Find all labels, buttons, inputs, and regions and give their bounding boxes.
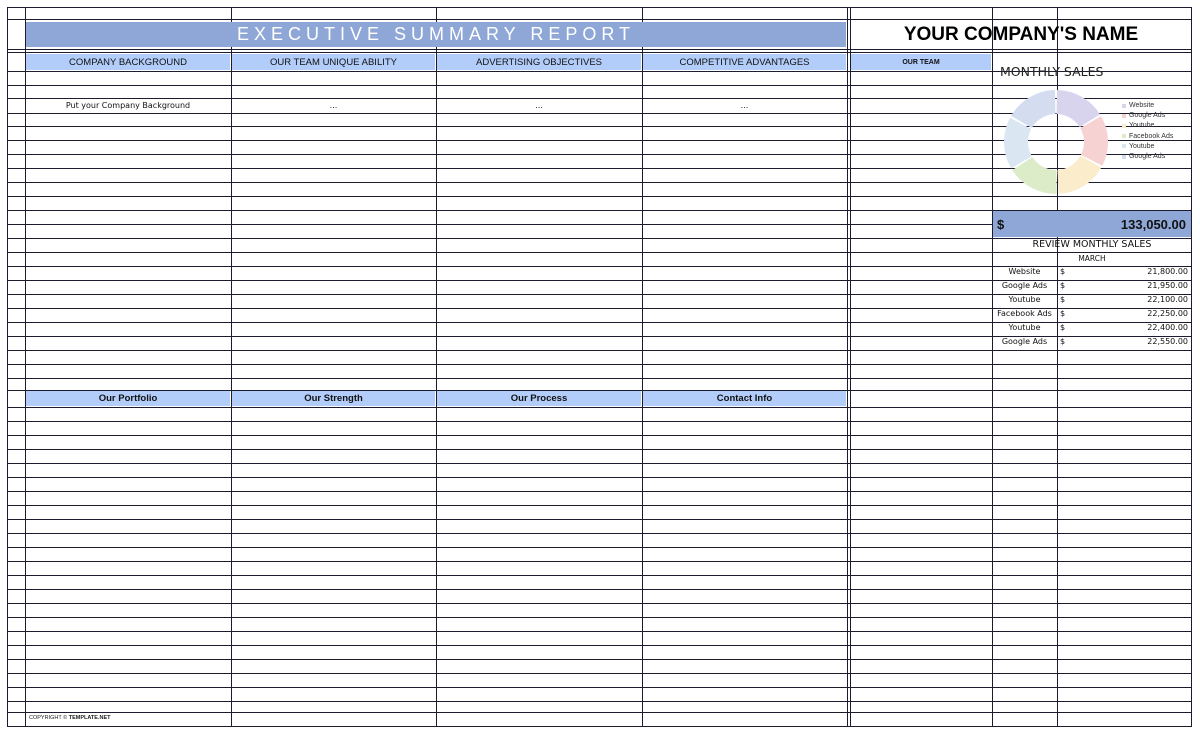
- legend-label: Google Ads: [1129, 112, 1166, 120]
- grid-row-line: [7, 19, 1191, 20]
- sales-row-label: Youtube: [1008, 295, 1041, 304]
- legend-swatch: [1122, 155, 1126, 159]
- company-name[interactable]: YOUR COMPANY'S NAME: [903, 23, 1139, 45]
- legend-swatch: [1122, 134, 1126, 138]
- sales-row-currency: $: [1060, 281, 1066, 290]
- grid-row-line: [7, 421, 1191, 422]
- total-currency-symbol: $: [997, 216, 1005, 232]
- total-sales-band: [993, 211, 1191, 237]
- grid-row-line: [7, 49, 1191, 50]
- header-competitive-advantages: COMPETITIVE ADVANTAGES: [643, 54, 846, 70]
- sales-row-label: Google Ads: [1001, 281, 1048, 290]
- sales-row-value[interactable]: 21,950.00: [1147, 281, 1188, 290]
- team-ability-text[interactable]: ...: [329, 101, 338, 110]
- advertising-objectives-text[interactable]: ...: [535, 101, 543, 110]
- grid-row-line: [7, 7, 1191, 8]
- grid-row-line: [7, 575, 1191, 576]
- legend-label: Youtube: [1129, 142, 1155, 150]
- sales-row-value[interactable]: 22,400.00: [1147, 323, 1188, 332]
- legend-label: Facebook Ads: [1129, 132, 1174, 140]
- header-contact-info: Contact Info: [643, 391, 846, 406]
- legend-item: [1122, 122, 1154, 129]
- grid-column-line: [992, 7, 993, 727]
- review-monthly-sales-title: REVIEW MONTHLY SALES: [1032, 239, 1152, 250]
- header-company-background: COMPANY BACKGROUND: [26, 54, 230, 70]
- header-team-unique-ability: OUR TEAM UNIQUE ABILITY: [232, 54, 435, 70]
- legend-label: Youtube: [1129, 122, 1155, 130]
- legend-item: [1122, 102, 1154, 109]
- sales-row-label: Website: [1008, 267, 1041, 276]
- competitive-advantages-text[interactable]: ...: [740, 101, 749, 110]
- legend-label: Website: [1129, 102, 1155, 109]
- month-label: MARCH: [1078, 254, 1106, 263]
- legend-swatch: [1122, 114, 1126, 118]
- sales-row-value[interactable]: 21,800.00: [1147, 267, 1188, 276]
- grid-row-line: [7, 463, 1191, 464]
- grid-row-line: [7, 561, 1191, 562]
- grid-column-line: [847, 7, 848, 727]
- grid-column-line: [436, 7, 437, 727]
- grid-row-line: [7, 673, 1191, 674]
- grid-row-line: [7, 701, 1191, 702]
- grid-row-line: [7, 687, 1191, 688]
- grid-row-line: [7, 491, 1191, 492]
- sales-row-currency: $: [1060, 309, 1066, 318]
- legend-item: [1122, 133, 1173, 140]
- copyright-footer: COPYRIGHT © TEMPLATE.NET: [29, 715, 111, 721]
- grid-column-line: [7, 7, 8, 727]
- grid-row-line: [7, 378, 1191, 379]
- header-our-portfolio: Our Portfolio: [26, 391, 230, 406]
- grid-column-line: [231, 7, 232, 727]
- grid-row-line: [7, 645, 1191, 646]
- grid-row-line: [7, 533, 1191, 534]
- grid-row-line: [7, 617, 1191, 618]
- sales-row-label: Facebook Ads: [997, 309, 1052, 318]
- sales-row-label: Youtube: [1008, 323, 1041, 332]
- sales-row-currency: $: [1060, 267, 1066, 276]
- grid-row-line: [7, 726, 1191, 727]
- grid-row-line: [7, 252, 1191, 253]
- grid-row-line: [7, 547, 1191, 548]
- grid-row-line: [7, 603, 1191, 604]
- monthly-sales-donut-chart: [1000, 86, 1112, 198]
- header-advertising-objectives: ADVERTISING OBJECTIVES: [437, 54, 641, 70]
- legend-label: Google Ads: [1129, 153, 1166, 160]
- grid-column-line: [1191, 7, 1192, 727]
- legend-item: [1122, 112, 1165, 119]
- grid-row-line: [7, 659, 1191, 660]
- sales-row-currency: $: [1060, 295, 1066, 304]
- header-our-strength: Our Strength: [232, 391, 435, 406]
- sales-row-value[interactable]: 22,100.00: [1147, 295, 1188, 304]
- company-background-text[interactable]: Put your Company Background: [65, 101, 191, 110]
- legend-swatch: [1122, 124, 1126, 128]
- sales-row-currency: $: [1060, 337, 1066, 346]
- report-title: EXECUTIVE SUMMARY REPORT: [26, 22, 846, 47]
- legend-item: [1122, 143, 1154, 150]
- grid-row-line: [7, 589, 1191, 590]
- grid-row-line: [7, 435, 1191, 436]
- grid-row-line: [7, 477, 1191, 478]
- total-sales-value: 133,050.00: [1120, 216, 1186, 232]
- grid-column-line: [850, 7, 851, 727]
- grid-row-line: [7, 364, 1191, 365]
- monthly-sales-title: MONTHLY SALES: [1000, 64, 1104, 79]
- sales-row-label: Google Ads: [1001, 337, 1048, 346]
- header-our-team: OUR TEAM: [851, 54, 991, 70]
- grid-row-line: [7, 519, 1191, 520]
- grid-row-line: [7, 712, 1191, 713]
- legend-swatch: [1122, 144, 1126, 148]
- grid-row-line: [7, 407, 1191, 408]
- grid-row-line: [7, 52, 1191, 53]
- legend-item: [1122, 153, 1165, 160]
- grid-row-line: [7, 449, 1191, 450]
- grid-row-line: [7, 505, 1191, 506]
- grid-column-line: [642, 7, 643, 727]
- legend-swatch: [1122, 104, 1126, 108]
- grid-row-line: [7, 350, 1191, 351]
- grid-column-line: [25, 7, 26, 727]
- header-our-process: Our Process: [437, 391, 641, 406]
- grid-row-line: [7, 631, 1191, 632]
- sales-row-value[interactable]: 22,250.00: [1147, 309, 1188, 318]
- sales-row-currency: $: [1060, 323, 1066, 332]
- sales-row-value[interactable]: 22,550.00: [1147, 337, 1188, 346]
